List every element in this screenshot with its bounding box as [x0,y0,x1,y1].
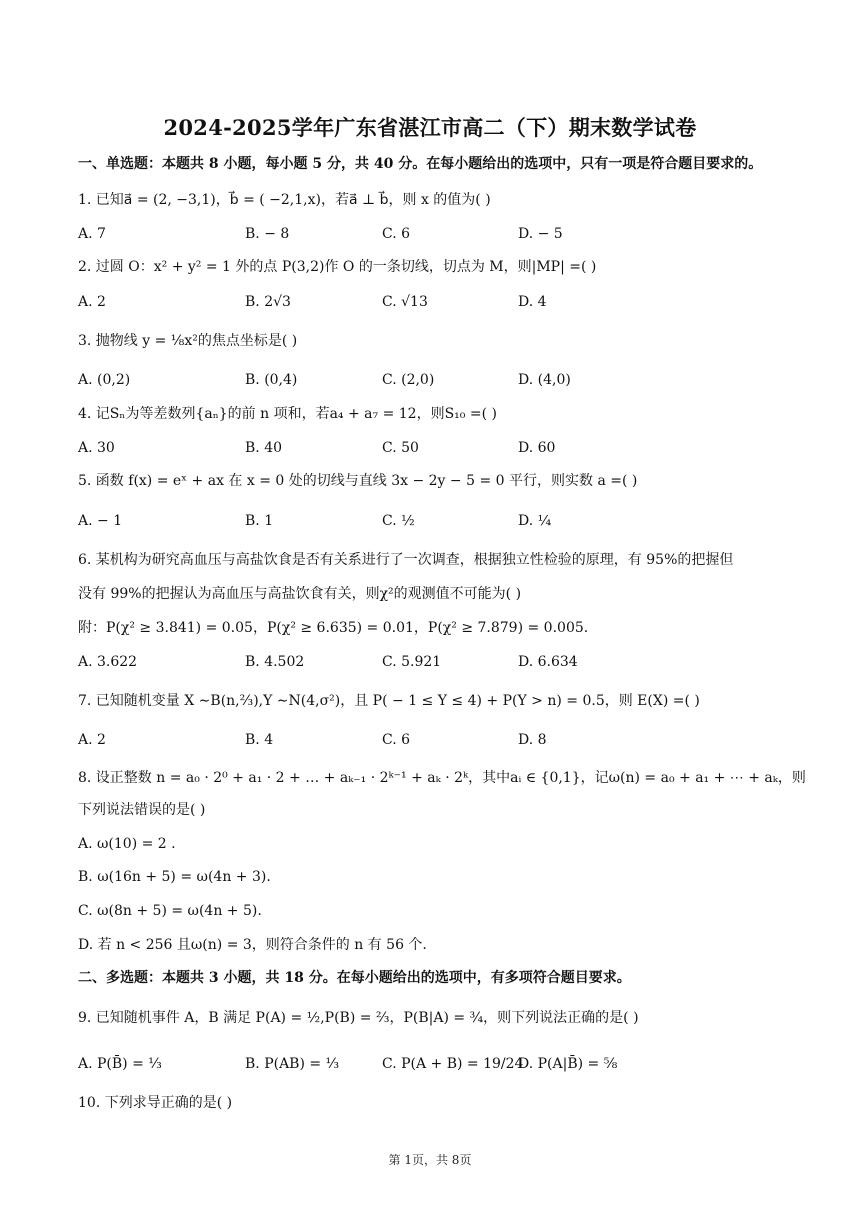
section-single-choice: 一、单选题：本题共 8 小题，每小题 5 分，共 40 分。在每小题给出的选项中，只有一项是符合题目要求的。 [78,156,763,172]
option-d: D. 6.634 [518,654,578,670]
question-9: 9. 已知随机事件 A，B 满足 P(A) = ½,P(B) = ⅔，P(B|A) = ¾，则下列说法正确的是( ) [78,1010,639,1026]
question-7-options [78,729,798,751]
question-2-options [78,291,798,313]
question-1-options [78,223,798,245]
option-c: C. 50 [382,440,419,456]
question-1: 1. 已知a⃗ = (2, −3,1)，b⃗ = ( −2,1,x)，若a⃗ ⊥ b⃗，则 x 的值为( ) [78,192,491,208]
question-10: 10. 下列求导正确的是( ) [78,1095,233,1111]
option-b: B. (0,4) [245,372,298,388]
option-b: B. 4 [245,732,274,748]
option-a: A. − 1 [78,513,123,529]
question-8-line-1: 8. 设正整数 n = a₀ · 2⁰ + a₁ · 2 + … + aₖ₋₁ · 2ᵏ⁻¹ + aₖ · 2ᵏ，其中aᵢ ∈ {0,1}，记ω(n) = a₀ + a₁ + ⋯ + aₖ，则 [78,770,806,786]
question-6-options [78,651,798,673]
option-b: B. P(AB) = ⅓ [245,1056,340,1072]
question-8-option-c: C. ω(8n + 5) = ω(4n + 5). [78,903,262,919]
question-8-option-b: B. ω(16n + 5) = ω(4n + 3). [78,869,271,885]
option-c: C. 6 [382,732,411,748]
question-2: 2. 过圆 O：x² + y² = 1 外的点 P(3,2)作 O 的一条切线，切点为 M，则|MP| =( ) [78,259,597,275]
question-3-options [78,369,798,391]
question-4: 4. 记Sₙ为等差数列{aₙ}的前 n 项和，若a₄ + a₇ = 12，则S₁₀ =( ) [78,406,497,422]
option-c: C. (2,0) [382,372,435,388]
option-d: D. P(A|B̄) = ⅝ [518,1056,618,1072]
option-b: B. 4.502 [245,654,305,670]
option-a: A. 2 [78,294,106,310]
option-c: C. √13 [382,294,428,310]
question-6-line-1: 6. 某机构为研究高血压与高盐饮食是否有关系进行了一次调查，根据独立性检验的原理，有 95%的把握但 [78,552,734,568]
option-b: B. − 8 [245,226,290,242]
question-5-options [78,510,798,532]
option-b: B. 1 [245,513,274,529]
question-3: 3. 抛物线 y = ⅛x²的焦点坐标是( ) [78,333,298,349]
option-b: B. 2√3 [245,294,291,310]
page-title: 2024-2025学年广东省湛江市高二（下）期末数学试卷 [163,115,697,140]
question-9-options [78,1053,798,1075]
option-d: D. ¼ [518,513,552,529]
question-6-note: 附：P(χ² ≥ 3.841) = 0.05，P(χ² ≥ 6.635) = 0.01，P(χ² ≥ 7.879) = 0.005. [78,620,589,636]
question-8-option-d: D. 若 n < 256 且ω(n) = 3，则符合条件的 n 有 56 个. [78,937,427,953]
section-multiple-choice: 二、多选题：本题共 3 小题，共 18 分。在每小题给出的选项中，有多项符合题目要求。 [78,970,631,986]
question-8-line-2: 下列说法错误的是( ) [78,802,206,818]
option-a: A. 3.622 [78,654,138,670]
question-5: 5. 函数 f(x) = eˣ + ax 在 x = 0 处的切线与直线 3x − 2y − 5 = 0 平行，则实数 a =( ) [78,473,638,489]
page-footer: 第 1页，共 8页 [388,1153,472,1167]
option-d: D. 4 [518,294,547,310]
option-c: C. 5.921 [382,654,442,670]
option-b: B. 40 [245,440,283,456]
option-c: C. ½ [382,513,415,529]
question-6-line-2: 没有 99%的把握认为高血压与高盐饮食有关，则χ²的观测值不可能为( ) [78,586,522,602]
option-d: D. (4,0) [518,372,571,388]
option-a: A. 2 [78,732,106,748]
option-c: C. P(A + B) = 19/24 [382,1056,524,1072]
option-a: A. (0,2) [78,372,131,388]
option-a: A. 30 [78,440,115,456]
question-4-options [78,437,798,459]
question-8-option-a: A. ω(10) = 2 . [78,836,176,852]
option-a: A. 7 [78,226,106,242]
option-d: D. 8 [518,732,547,748]
option-a: A. P(B̄) = ⅓ [78,1056,162,1072]
question-7: 7. 已知随机变量 X ∼B(n,⅔),Y ∼N(4,σ²)，且 P( − 1 ≤ Y ≤ 4) + P(Y > n) = 0.5，则 E(X) =( ) [78,693,700,709]
option-d: D. 60 [518,440,556,456]
option-c: C. 6 [382,226,411,242]
option-d: D. − 5 [518,226,563,242]
